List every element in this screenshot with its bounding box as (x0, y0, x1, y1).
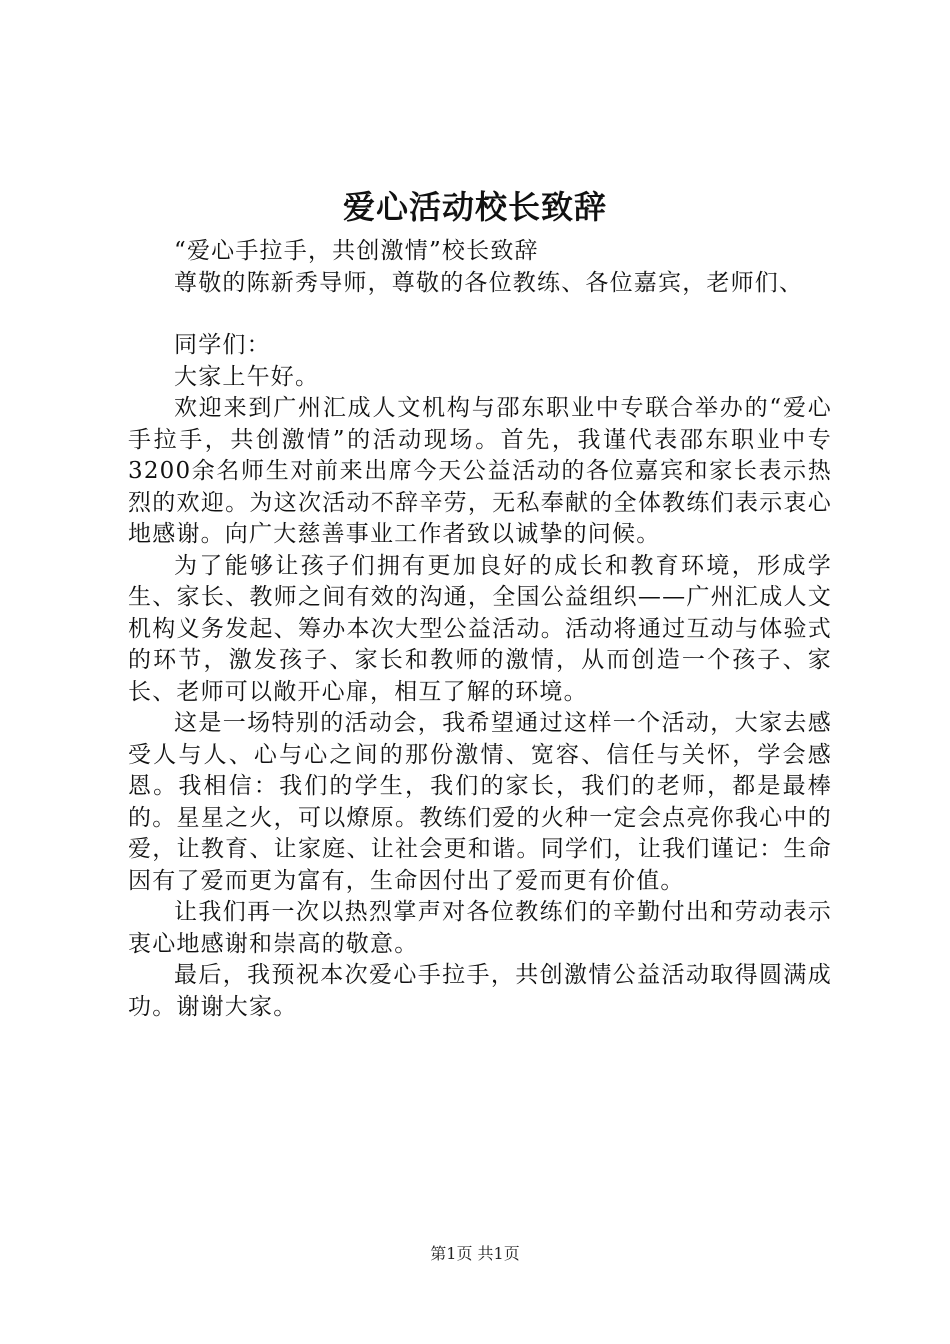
purpose-paragraph: 为了能够让孩子们拥有更加良好的成长和教育环境，形成学生、家长、教师之间有效的沟通，全国公益组织——广州汇成人文机构义务发起、筹办本次大型公益活动。活动将通过互动与体验式的环节，激发孩子、家长和教师的激情，从而创造一个孩子、家长、老师可以敞开心扉，相互了解的环境。 (128, 552, 832, 705)
salutation-paragraph: 尊敬的陈新秀导师，尊敬的各位教练、各位嘉宾，老师们、 (174, 269, 804, 296)
greeting-paragraph: 大家上午好。 (174, 363, 320, 390)
document-body (128, 236, 832, 1023)
welcome-paragraph: 欢迎来到广州汇成人文机构与邵东职业中专联合举办的“爱心手拉手，共创激情”的活动现场。首先，我谨代表邵东职业中专3200余名师生对前来出席今天公益活动的各位嘉宾和家长表示热烈的欢迎。为这次活动不辞辛劳，无私奉献的全体教练们表示衷心地感谢。向广大慈善事业工作者致以诚挚的问候。 (128, 395, 832, 547)
thanks-paragraph: 让我们再一次以热烈掌声对各位教练们的辛勤付出和劳动表示衷心地感谢和崇高的敬意。 (128, 899, 832, 957)
subtitle-paragraph: “爱心手拉手，共创激情”校长致辞 (174, 238, 539, 264)
page-number-footer: 第1页 共1页 (430, 1244, 520, 1263)
salutation-continued-paragraph: 同学们： (174, 332, 271, 358)
hope-paragraph: 这是一场特别的活动会，我希望通过这样一个活动，大家去感受人与人、心与心之间的那份激情、宽容、信任与关怀，学会感恩。我相信：我们的学生，我们的家长，我们的老师，都是最棒的。星星之火，可以燎原。教练们爱的火种一定会点亮你我心中的爱，让教育、让家庭、让社会更和谐。同学们，让我们谨记：生命因有了爱而更为富有，生命因付出了爱而更有价值。 (128, 710, 832, 894)
closing-paragraph: 最后，我预祝本次爱心手拉手，共创激情公益活动取得圆满成功。谢谢大家。 (128, 962, 832, 1020)
document-title: 爱心活动校长致辞 (342, 188, 607, 226)
